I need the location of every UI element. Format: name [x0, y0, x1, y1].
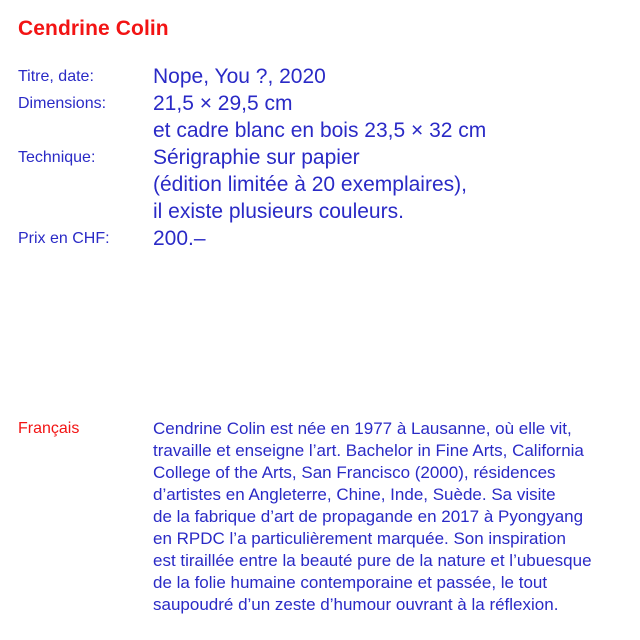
bio-line: saupoudré d’un zeste d’humour ouvrant à la réflexion.	[153, 595, 559, 614]
bio-line: College of the Arts, San Francisco (2000), résidences	[153, 463, 556, 482]
page-title: Cendrine Colin	[18, 17, 169, 40]
detail-value-line: (édition limitée à 20 exemplaires),	[153, 173, 467, 196]
bio-line: Cendrine Colin est née en 1977 à Lausanne, où elle vit,	[153, 419, 572, 438]
artist-bio	[153, 418, 592, 616]
bio-line: de la folie humaine contemporaine et passée, le tout	[153, 573, 548, 592]
artwork-details	[18, 63, 622, 252]
detail-value	[153, 90, 486, 144]
detail-value	[153, 63, 326, 90]
bio-line: en RPDC l’a particulièrement marquée. Son inspiration	[153, 529, 566, 548]
detail-value	[153, 225, 206, 252]
detail-row-title-date	[18, 63, 622, 90]
detail-label: Dimensions:	[18, 95, 107, 112]
detail-value-line: il existe plusieurs couleurs.	[153, 200, 404, 223]
detail-value-line: Nope, You ?, 2020	[153, 65, 326, 88]
bio-line: d’artistes en Angleterre, Chine, Inde, Suède. Sa visite	[153, 485, 556, 504]
artist-bio-section	[18, 418, 622, 616]
bio-line: est tiraillée entre la beauté pure de la nature et l’ubuesque	[153, 551, 592, 570]
bio-line: travaille et enseigne l’art. Bachelor in Fine Arts, California	[153, 441, 584, 460]
detail-value-line: 21,5 × 29,5 cm	[153, 92, 293, 115]
detail-value	[153, 144, 467, 225]
detail-value-line: et cadre blanc en bois 23,5 × 32 cm	[153, 119, 487, 142]
bio-line: de la fabrique d’art de propagande en 2017 à Pyongyang	[153, 507, 584, 526]
detail-row-dimensions	[18, 90, 622, 144]
detail-value-line: Sérigraphie sur papier	[153, 146, 360, 169]
detail-row-price	[18, 225, 622, 252]
detail-row-technique	[18, 144, 622, 225]
language-label: Français	[18, 420, 80, 437]
detail-label: Prix en CHF:	[18, 230, 110, 247]
detail-label: Titre, date:	[18, 68, 94, 85]
detail-label: Technique:	[18, 149, 96, 166]
detail-value-line: 200.–	[153, 227, 206, 250]
